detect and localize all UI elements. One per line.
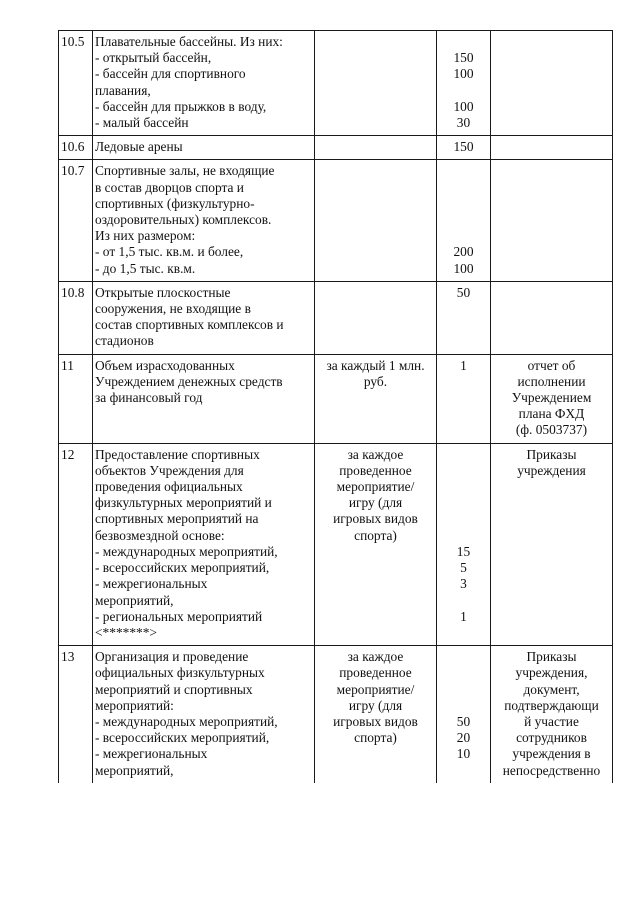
indicator-name-line: объектов Учреждения для <box>95 462 244 478</box>
data-source <box>491 136 613 160</box>
indicator-value-line <box>439 228 488 244</box>
indicator-name-line: Ледовые арены <box>95 139 183 155</box>
data-source <box>491 443 613 645</box>
indicator-value-line <box>439 495 488 511</box>
unit-of-measure <box>315 646 437 783</box>
data-source <box>491 31 613 136</box>
indicator-value-line <box>439 681 488 697</box>
indicator-value-line: 50 <box>456 713 471 729</box>
indicator-name-line: мероприятий, <box>95 592 174 608</box>
row-number: 10.6 <box>59 136 93 160</box>
table-row <box>59 31 613 136</box>
row-number: 10.7 <box>59 160 93 281</box>
indicator-name-line: спортивных мероприятий на <box>95 511 259 527</box>
indicator-value-line: 1 <box>460 357 467 373</box>
unit-of-measure-line: спорта) <box>354 730 397 746</box>
indicator-value-line <box>439 180 488 196</box>
indicator-value-line: 30 <box>456 114 471 130</box>
indicator-name <box>93 443 315 645</box>
indicator-name-line: - бассейн для спортивного <box>95 66 246 82</box>
indicator-value-line <box>439 665 488 681</box>
indicator-value-line: 1 <box>460 608 467 624</box>
indicator-name-line: мероприятий: <box>95 697 174 713</box>
indicator-name-line: Организация и проведение <box>95 649 249 665</box>
indicator-value-line <box>439 698 488 714</box>
data-source-line: плана ФХД <box>518 406 585 422</box>
indicator-name-line: стадионов <box>95 333 154 349</box>
data-source-line: Приказы <box>526 446 577 462</box>
indicator-name-line: в состав дворцов спорта и <box>95 179 244 195</box>
data-source-line: исполнении <box>517 373 586 389</box>
indicator-value-line: 15 <box>456 543 471 559</box>
indicator-value-line: 100 <box>453 98 474 114</box>
indicator-value-line: 50 <box>456 284 471 300</box>
unit-of-measure-line: игру (для <box>348 697 403 713</box>
indicator-value-line <box>439 511 488 527</box>
indicator-name-line: - международных мероприятий, <box>95 713 278 729</box>
indicator-name-line: спортивных (физкультурно- <box>95 195 255 211</box>
indicator-name-line: проведения официальных <box>95 479 243 495</box>
indicator-name-line: Из них размером: <box>95 228 196 244</box>
indicator-name-line: - всероссийских мероприятий, <box>95 560 270 576</box>
indicator-name-line: - до 1,5 тыс. кв.м. <box>95 260 196 276</box>
indicator-name-line: официальных физкультурных <box>95 665 265 681</box>
indicator-name-line: сооружения, не входящие в <box>95 301 251 317</box>
indicator-value <box>437 443 491 645</box>
unit-of-measure <box>315 136 437 160</box>
data-source-line: сотрудников <box>516 730 587 746</box>
indicator-name-line: за финансовый год <box>95 390 203 406</box>
table-body <box>59 31 613 783</box>
indicator-name-line: Предоставление спортивных <box>95 446 260 462</box>
data-source-line: учреждения <box>517 462 586 478</box>
unit-of-measure-line: игровых видов <box>333 511 418 527</box>
data-source <box>491 281 613 354</box>
indicator-value-line <box>439 479 488 495</box>
indicator-value <box>437 354 491 443</box>
indicator-name-line: - международных мероприятий, <box>95 543 278 559</box>
indicator-value-line <box>439 649 488 665</box>
data-source-line: непосредственно <box>502 762 601 778</box>
indicator-value-line <box>439 447 488 463</box>
data-source <box>491 646 613 783</box>
indicator-name-line: - от 1,5 тыс. кв.м. и более, <box>95 244 244 260</box>
indicator-name-line: физкультурных мероприятий и <box>95 495 272 511</box>
row-number: 10.5 <box>59 31 93 136</box>
table-row <box>59 354 613 443</box>
table-row <box>59 443 613 645</box>
indicator-value-line <box>439 83 488 99</box>
indicator-name-line: - малый бассейн <box>95 115 189 131</box>
indicator-name <box>93 646 315 783</box>
indicator-name <box>93 160 315 281</box>
data-source <box>491 354 613 443</box>
data-source-line: подтверждающи <box>504 697 599 713</box>
unit-of-measure-line: мероприятие/ <box>336 681 415 697</box>
row-number: 12 <box>59 443 93 645</box>
indicator-name <box>93 281 315 354</box>
data-source-line: й участие <box>524 713 579 729</box>
unit-of-measure-line: проведенное <box>339 665 412 681</box>
data-source-line: учреждения в <box>512 746 591 762</box>
indicator-value-line <box>439 196 488 212</box>
indicator-value-line: 5 <box>460 560 467 575</box>
indicator-name-line: безвозмездной основе: <box>95 527 225 543</box>
indicator-name-line: Плавательные бассейны. Из них: <box>95 34 283 49</box>
data-source-line: Учреждением <box>511 390 592 406</box>
table-row <box>59 160 613 281</box>
indicator-value-line <box>439 762 488 778</box>
indicator-name-line: - бассейн для прыжков в воду, <box>95 98 267 114</box>
indicator-name-line: мероприятий, <box>95 762 174 778</box>
data-source-line: отчет об <box>527 357 576 373</box>
indicator-value-line: 100 <box>453 66 474 82</box>
indicator-value-line: 150 <box>453 139 474 155</box>
indicator-name-line: плавания, <box>95 82 151 98</box>
indicator-name-line: - межрегиональных <box>95 576 208 592</box>
row-number: 13 <box>59 646 93 783</box>
row-number: 10.8 <box>59 281 93 354</box>
indicator-name-line: оздоровительных) комплексов. <box>95 212 272 228</box>
indicator-name <box>93 31 315 136</box>
indicator-value <box>437 160 491 281</box>
unit-of-measure <box>315 281 437 354</box>
data-source-line: документ, <box>523 681 580 697</box>
indicator-value-line <box>439 212 488 228</box>
unit-of-measure <box>315 160 437 281</box>
indicator-value <box>437 136 491 160</box>
data-source-line: (ф. 0503737) <box>515 422 588 438</box>
indicator-name-line: состав спортивных комплексов и <box>95 317 284 333</box>
indicator-value-line: 150 <box>453 50 474 66</box>
indicator-value-line <box>439 625 488 641</box>
data-source <box>491 160 613 281</box>
indicator-name-line: - открытый бассейн, <box>95 50 212 66</box>
indicator-value <box>437 31 491 136</box>
data-source-line: Приказы <box>526 649 577 665</box>
indicator-name-line: - всероссийских мероприятий, <box>95 730 270 746</box>
indicator-name-line: мероприятий и спортивных <box>95 681 253 697</box>
indicator-value-line: 100 <box>453 260 474 276</box>
unit-of-measure-line: проведенное <box>339 462 412 478</box>
indicator-value-line <box>439 463 488 479</box>
unit-of-measure-line: за каждое <box>347 446 404 462</box>
unit-of-measure <box>315 354 437 443</box>
indicator-value-line <box>439 592 488 608</box>
unit-of-measure-line: спорта) <box>354 527 397 543</box>
unit-of-measure-line: мероприятие/ <box>336 479 415 495</box>
indicator-name <box>93 354 315 443</box>
indicator-name-line: - межрегиональных <box>95 746 208 762</box>
indicator-name <box>93 136 315 160</box>
row-number: 11 <box>59 354 93 443</box>
table-row <box>59 281 613 354</box>
indicator-name-line: Открытые плоскостные <box>95 284 231 300</box>
indicator-value-line <box>439 34 488 50</box>
unit-of-measure-line: руб. <box>363 373 388 389</box>
unit-of-measure-line: за каждое <box>347 649 404 665</box>
indicator-name-line: - региональных мероприятий <box>95 608 263 624</box>
data-source-line: учреждения, <box>515 665 588 681</box>
indicator-value-line <box>439 163 488 179</box>
table-row <box>59 646 613 783</box>
indicator-name-line: Спортивные залы, не входящие <box>95 163 275 179</box>
indicator-name-line: <*******> <box>95 624 157 640</box>
indicator-value-line: 3 <box>460 576 467 592</box>
indicator-value-line: 200 <box>453 244 474 260</box>
table-row <box>59 136 613 160</box>
indicator-value-line: 10 <box>456 746 471 762</box>
indicator-name-line: Объем израсходованных <box>95 357 235 373</box>
unit-of-measure-line: за каждый 1 млн. <box>326 357 425 373</box>
unit-of-measure-line: игру (для <box>348 495 403 511</box>
indicator-value <box>437 646 491 783</box>
indicator-value-line: 20 <box>456 730 471 746</box>
indicator-name-line: Учреждением денежных средств <box>95 373 283 389</box>
unit-of-measure <box>315 443 437 645</box>
unit-of-measure <box>315 31 437 136</box>
indicator-value-line <box>439 528 488 544</box>
indicators-table <box>58 30 613 783</box>
indicator-value <box>437 281 491 354</box>
unit-of-measure-line: игровых видов <box>333 713 418 729</box>
